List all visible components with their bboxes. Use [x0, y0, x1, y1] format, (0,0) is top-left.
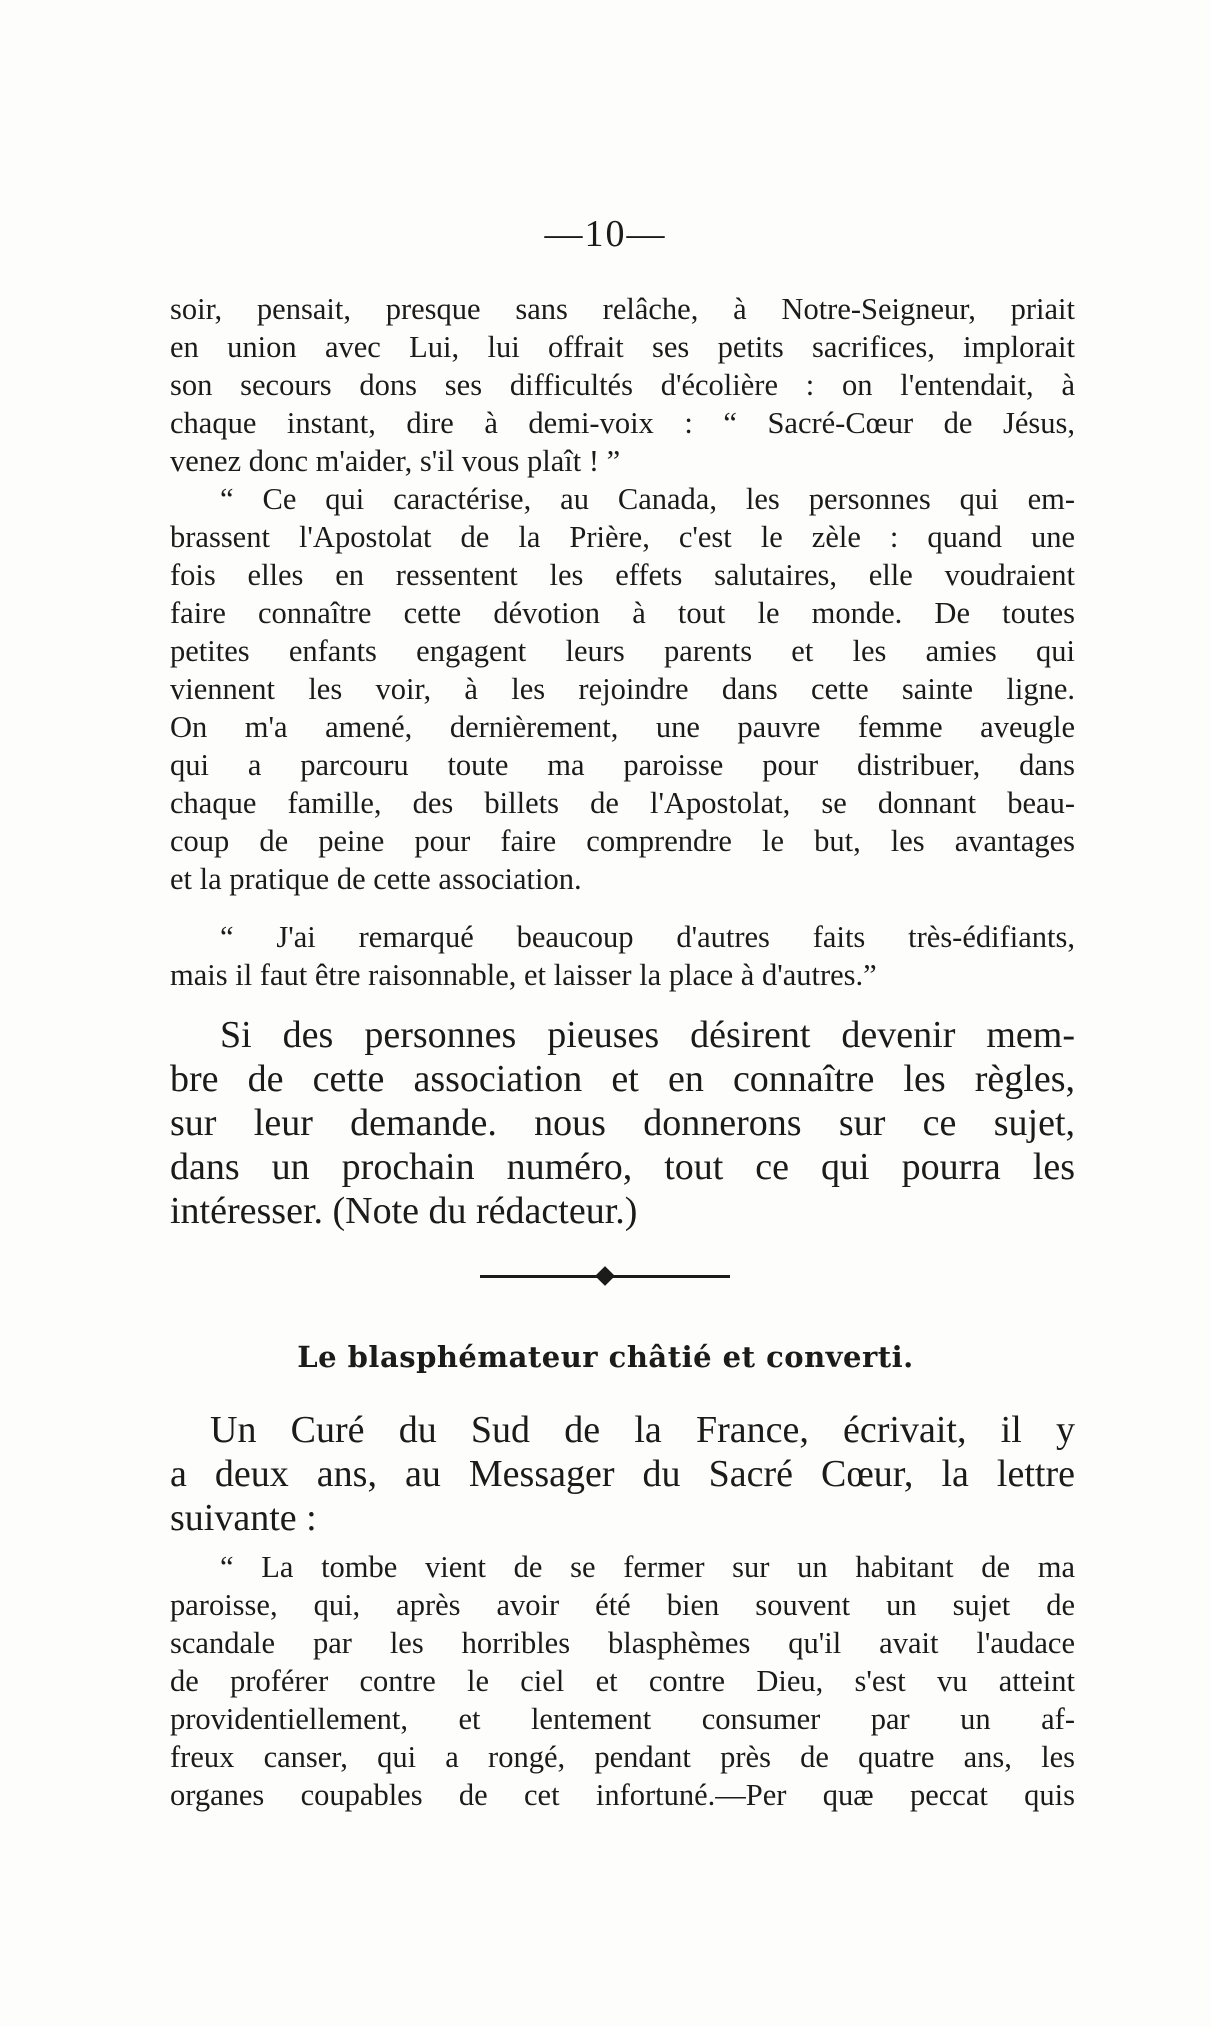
paragraph-2	[170, 480, 1075, 898]
text-line: sur leur demande. nous donnerons sur ce sujet,	[170, 1102, 1075, 1144]
text-line: faire connaître cette dévotion à tout le monde. De toutes	[170, 596, 1075, 630]
text-line: brassent l'Apostolat de la Prière, c'est le zèle : quand une	[170, 520, 1075, 554]
text-line: scandale par les horribles blasphèmes qu'il avait l'audace	[170, 1626, 1075, 1660]
paragraph-3	[170, 918, 1075, 994]
text-line: qui a parcouru toute ma paroisse pour distribuer, dans	[170, 748, 1075, 782]
text-line: “ La tombe vient de se fermer sur un habitant de ma	[220, 1550, 1075, 1584]
text-line: coup de peine pour faire comprendre le but, les avantages	[170, 824, 1075, 858]
text-line: viennent les voir, à les rejoindre dans cette sainte ligne.	[170, 672, 1075, 706]
paragraph-5	[170, 1408, 1075, 1540]
text-line: mais il faut être raisonnable, et laisser la place à d'autres.”	[170, 958, 877, 992]
text-line: fois elles en ressentent les effets salutaires, elle voudraient	[170, 558, 1075, 592]
text-line: intéresser. (Note du rédacteur.)	[170, 1190, 638, 1232]
divider-ornament	[595, 1266, 615, 1286]
text-line: chaque instant, dire à demi-voix : “ Sacré-Cœur de Jésus,	[170, 406, 1075, 440]
text-line: venez donc m'aider, s'il vous plaît ! ”	[170, 444, 621, 478]
text-line: bre de cette association et en connaître les règles,	[170, 1058, 1075, 1100]
text-line: de proférer contre le ciel et contre Dieu, s'est vu atteint	[170, 1664, 1075, 1698]
text-line: et la pratique de cette association.	[170, 862, 582, 896]
text-line: “ J'ai remarqué beaucoup d'autres faits très-édifiants,	[220, 920, 1075, 954]
paragraph-1	[170, 290, 1075, 480]
text-line: petites enfants engagent leurs parents et les amies qui	[170, 634, 1075, 668]
text-line: dans un prochain numéro, tout ce qui pourra les	[170, 1146, 1075, 1188]
text-line: a deux ans, au Messager du Sacré Cœur, la lettre	[170, 1453, 1075, 1495]
text-line: On m'a amené, dernièrement, une pauvre femme aveugle	[170, 710, 1075, 744]
editor-note	[170, 1013, 1075, 1233]
text-line: organes coupables de cet infortuné.—Per quæ peccat quis	[170, 1778, 1075, 1812]
text-line: Un Curé du Sud de la France, écrivait, il y	[210, 1409, 1075, 1451]
text-line: soir, pensait, presque sans relâche, à Notre-Seigneur, priait	[170, 292, 1075, 326]
text-line: providentiellement, et lentement consumer par un af-	[170, 1702, 1075, 1736]
text-line: freux canser, qui a rongé, pendant près de quatre ans, les	[170, 1740, 1075, 1774]
section-title: Le blasphémateur châtié et converti.	[297, 1340, 914, 1374]
text-line: en union avec Lui, lui offrait ses petits sacrifices, implorait	[170, 330, 1075, 364]
text-line: Si des personnes pieuses désirent devenir mem-	[220, 1014, 1075, 1056]
text-line: chaque famille, des billets de l'Apostolat, se donnant beau-	[170, 786, 1075, 820]
text-line: paroisse, qui, après avoir été bien souvent un sujet de	[170, 1588, 1075, 1622]
paragraph-6	[170, 1548, 1075, 1814]
text-line: son secours dons ses difficultés d'écolière : on l'entendait, à	[170, 368, 1075, 402]
text-line: “ Ce qui caractérise, au Canada, les personnes qui em-	[220, 482, 1075, 516]
page-number: —10—	[544, 213, 667, 255]
text-line: suivante :	[170, 1497, 317, 1539]
